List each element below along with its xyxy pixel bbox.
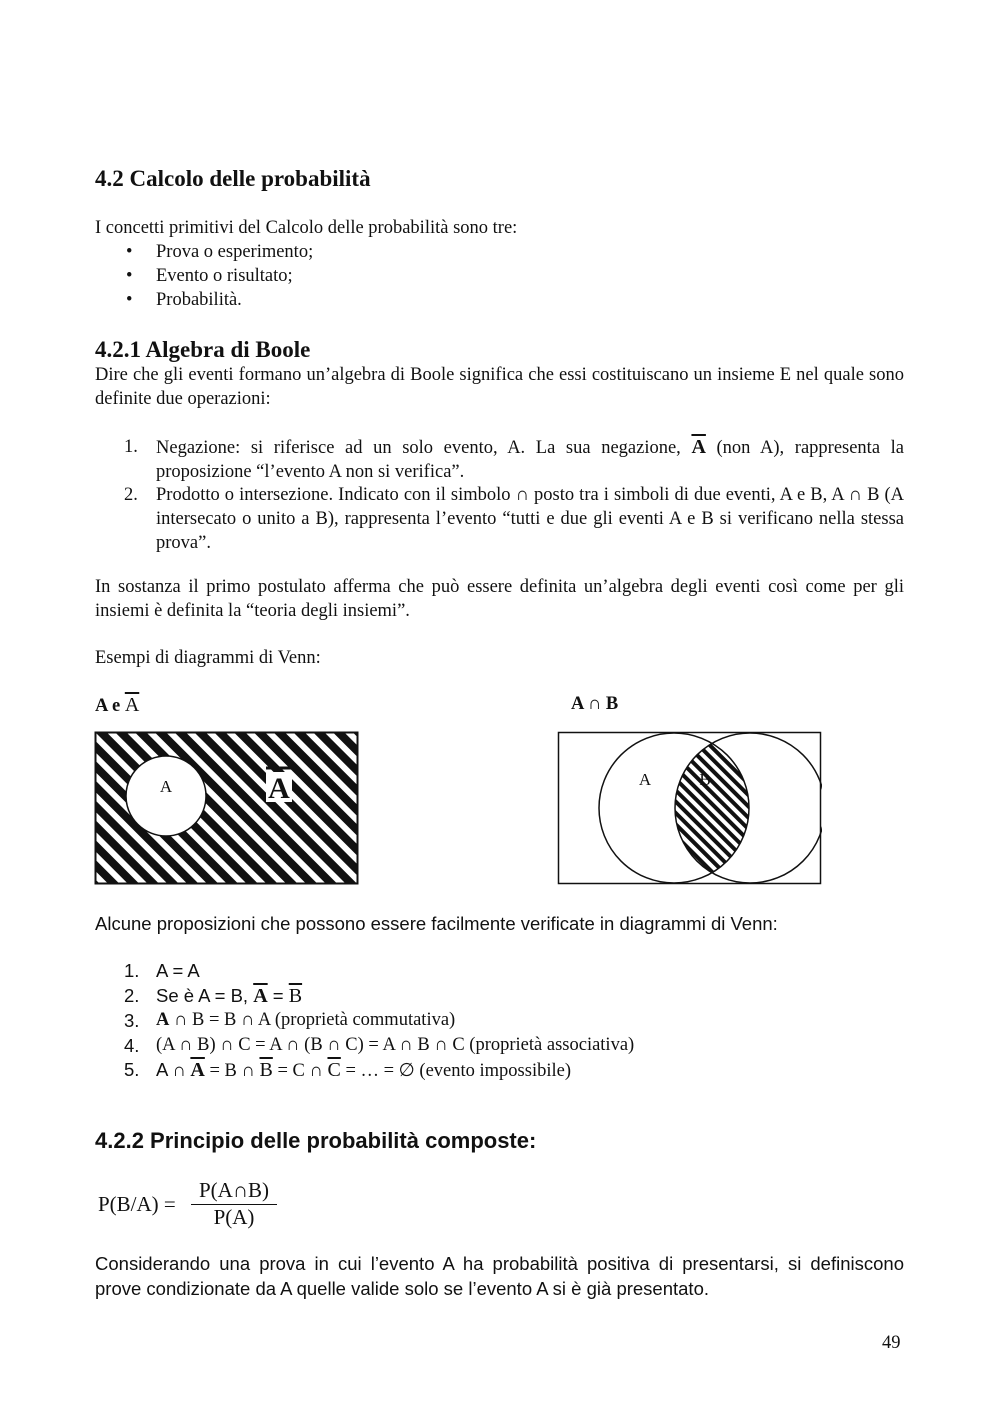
- bullet-dot-icon: •: [126, 266, 133, 286]
- boole-paragraph: Dire che gli eventi formano un’algebra di Boole significa che essi costituiscano un insieme E nel quale sono definite due operazioni:: [95, 365, 904, 409]
- bullet-dot-icon: •: [126, 290, 133, 310]
- formula-denominator: P(A): [213, 1205, 255, 1229]
- subsection-title: 4.2.1 Algebra di Boole: [95, 337, 311, 362]
- list-item: • Probabilità.: [126, 290, 242, 310]
- postulate-paragraph: In sostanza il primo postulato afferma che può essere definita un’algebra degli eventi così come per gli insiemi è definita la “teoria degli insiemi”.: [95, 577, 904, 621]
- subsection-title: 4.2.2 Principio delle probabilità composte:: [95, 1128, 537, 1153]
- bullet-dot-icon: •: [126, 242, 133, 262]
- venn-diagram-intersection: [557, 731, 822, 885]
- venn2-label: A ∩ B: [571, 694, 619, 714]
- intersection-text: Prodotto o intersezione. Indicato con il simbolo ∩ posto tra i simboli di due eventi, A e B, A ∩ B (A intersecato o unito a B), rappresenta l’evento “tutti e due gli eventi A e B si verificano nella stessa prova”.: [156, 485, 904, 553]
- list-item: 2. Prodotto o intersezione. Indicato con il simbolo ∩ posto tra i simboli di due eventi, A e B, A ∩ B (A intersecato o unito a B), rappresenta l’evento “tutti e due gli eventi A e B si verificano nella stessa prova”.: [124, 485, 904, 553]
- circle-a-label: A: [159, 777, 173, 796]
- complement-label: A: [268, 772, 290, 805]
- section-intro: I concetti primitivi del Calcolo delle probabilità sono tre:: [95, 218, 518, 238]
- propositions-intro: Alcune proposizioni che possono essere facilmente verificate in diagrammi di Venn:: [95, 913, 778, 934]
- formula-lhs: P(B/A) =: [98, 1192, 176, 1216]
- page-number: 49: [882, 1333, 901, 1353]
- circle-b-label: B: [699, 770, 711, 789]
- not-a-symbol: $\overline{A}$: [691, 436, 706, 458]
- venn-diagram-complement: [94, 731, 359, 885]
- list-item: 1. Negazione: si riferisce ad un solo evento, A. La sua negazione, $\overline{A}$ (non A), rappresenta la proposizione “l’evento A non si verifica”.: [124, 436, 905, 482]
- conditional-probability-formula: [98, 1178, 298, 1234]
- list-item: 5. A ∩ $\overline{A} = B$ ∩ $\overline{B} = C$ ∩ $\overline{C}$ = … = ∅ (evento impossibile): [124, 1059, 571, 1081]
- circle-a: [126, 756, 206, 836]
- formula-fraction: [189, 1178, 279, 1229]
- list-item: 4. (A ∩ B) ∩ C = A ∩ (B ∩ C) = A ∩ B ∩ C (proprietà associativa): [124, 1035, 635, 1056]
- venn-intro: Esempi di diagrammi di Venn:: [95, 648, 321, 668]
- section-title: 4.2 Calcolo delle probabilità: [95, 166, 371, 191]
- list-item: 1. A = A: [124, 960, 200, 981]
- negation-text: Negazione: si riferisce ad un solo evento, A. La sua negazione,: [156, 438, 681, 458]
- list-item: • Evento o risultato;: [126, 266, 293, 286]
- formula-numerator: P(A∩B): [198, 1178, 269, 1202]
- circle-a-label: A: [638, 770, 652, 789]
- composite-paragraph: Considerando una prova in cui l’evento A ha probabilità positiva di presentarsi, si definiscono prove condizionate da A quelle valide solo se l’evento A si è già presentato.: [95, 1253, 904, 1299]
- list-item: 3. A ∩ B = B ∩ A (proprietà commutativa): [124, 1010, 456, 1031]
- venn1-label: A e $\overline{A}$: [95, 694, 140, 716]
- list-item: • Prova o esperimento;: [126, 242, 314, 262]
- list-item: 2. Se è A = B, $\overline{A} = \overline{B}$: [124, 985, 303, 1007]
